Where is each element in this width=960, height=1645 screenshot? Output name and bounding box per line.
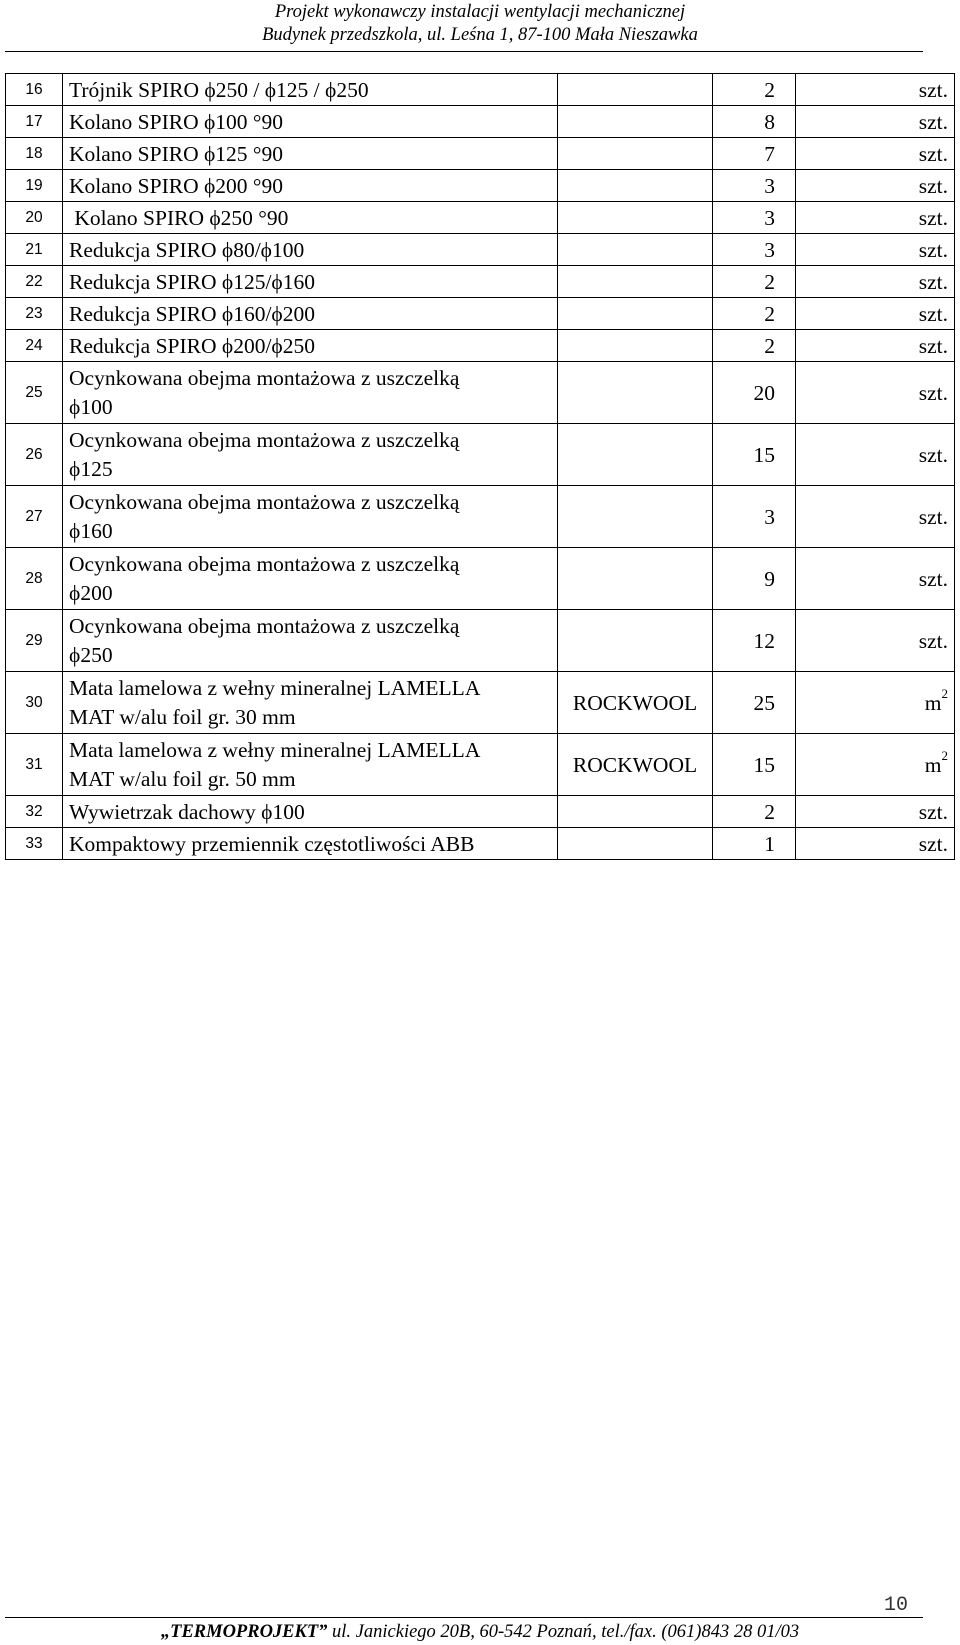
table-row bbox=[6, 828, 955, 860]
item-description bbox=[63, 202, 558, 234]
item-description bbox=[63, 486, 558, 548]
item-description bbox=[63, 610, 558, 672]
item-unit bbox=[796, 74, 955, 106]
item-unit bbox=[796, 106, 955, 138]
item-unit bbox=[796, 298, 955, 330]
item-quantity: 2 bbox=[713, 330, 796, 362]
item-unit bbox=[796, 330, 955, 362]
item-producer bbox=[558, 298, 713, 330]
table-row bbox=[6, 298, 955, 330]
item-unit bbox=[796, 266, 955, 298]
description-line: MAT w/alu foil gr. 50 mm bbox=[69, 766, 296, 791]
item-producer bbox=[558, 138, 713, 170]
item-unit bbox=[796, 486, 955, 548]
item-producer bbox=[558, 202, 713, 234]
row-number: 30 bbox=[6, 672, 63, 734]
materials-table bbox=[5, 73, 955, 860]
table-row bbox=[6, 610, 955, 672]
description-line: ϕ100 bbox=[69, 394, 113, 419]
description-line: ϕ200 bbox=[69, 580, 113, 605]
footer-contact: ul. Janickiego 20B, 60-542 Poznań, tel./fax. (061)843 28 01/03 bbox=[327, 1622, 800, 1642]
item-producer: ROCKWOOL bbox=[558, 672, 713, 734]
unit-label: szt. bbox=[918, 799, 948, 824]
item-description bbox=[63, 362, 558, 424]
table-row bbox=[6, 362, 955, 424]
page-footer bbox=[0, 1620, 960, 1644]
unit-label: szt. bbox=[918, 380, 948, 405]
footer-divider bbox=[5, 1617, 923, 1618]
item-quantity: 20 bbox=[713, 362, 796, 424]
item-description bbox=[63, 828, 558, 860]
description-line: Ocynkowana obejma montażowa z uszczelką bbox=[69, 613, 460, 638]
item-quantity: 2 bbox=[713, 298, 796, 330]
unit-label: szt. bbox=[918, 831, 948, 856]
row-number: 18 bbox=[6, 138, 63, 170]
item-producer bbox=[558, 828, 713, 860]
table-row bbox=[6, 170, 955, 202]
unit-label: szt. bbox=[918, 504, 948, 529]
item-quantity: 2 bbox=[713, 266, 796, 298]
item-producer bbox=[558, 486, 713, 548]
unit-exponent: 2 bbox=[941, 686, 948, 702]
unit-exponent: 2 bbox=[941, 748, 948, 764]
row-number: 24 bbox=[6, 330, 63, 362]
item-unit bbox=[796, 734, 955, 796]
unit-label: m bbox=[924, 690, 942, 715]
item-description bbox=[63, 170, 558, 202]
description-line: Kolano SPIRO ϕ200 °90 bbox=[69, 173, 284, 198]
item-producer bbox=[558, 330, 713, 362]
item-unit bbox=[796, 796, 955, 828]
unit-label: szt. bbox=[918, 205, 948, 230]
table-row bbox=[6, 548, 955, 610]
header-divider bbox=[5, 51, 923, 52]
description-line: Redukcja SPIRO ϕ125/ϕ160 bbox=[69, 269, 315, 294]
table-row bbox=[6, 330, 955, 362]
row-number: 31 bbox=[6, 734, 63, 796]
item-quantity: 8 bbox=[713, 106, 796, 138]
item-quantity: 15 bbox=[713, 734, 796, 796]
item-quantity: 3 bbox=[713, 234, 796, 266]
item-quantity: 3 bbox=[713, 202, 796, 234]
item-description bbox=[63, 424, 558, 486]
unit-label: szt. bbox=[918, 301, 948, 326]
page-number: 10 bbox=[884, 1594, 909, 1617]
row-number: 16 bbox=[6, 74, 63, 106]
item-quantity: 25 bbox=[713, 672, 796, 734]
row-number: 20 bbox=[6, 202, 63, 234]
row-number: 22 bbox=[6, 266, 63, 298]
header-building-address: Budynek przedszkola, ul. Leśna 1, 87-100 Mała Nieszawka bbox=[262, 25, 698, 45]
row-number: 32 bbox=[6, 796, 63, 828]
unit-label: szt. bbox=[918, 77, 948, 102]
header-project-title: Projekt wykonawczy instalacji wentylacji mechanicznej bbox=[274, 2, 686, 22]
description-line: Mata lamelowa z wełny mineralnej LAMELLA bbox=[69, 675, 481, 700]
item-description bbox=[63, 74, 558, 106]
item-quantity: 9 bbox=[713, 548, 796, 610]
item-producer bbox=[558, 106, 713, 138]
unit-label: szt. bbox=[918, 237, 948, 262]
unit-label: szt. bbox=[918, 566, 948, 591]
item-producer bbox=[558, 234, 713, 266]
description-line: ϕ125 bbox=[69, 456, 113, 481]
item-producer bbox=[558, 74, 713, 106]
description-line: Ocynkowana obejma montażowa z uszczelką bbox=[69, 365, 460, 390]
item-unit bbox=[796, 170, 955, 202]
description-line: Redukcja SPIRO ϕ160/ϕ200 bbox=[69, 301, 315, 326]
row-number: 29 bbox=[6, 610, 63, 672]
table-row bbox=[6, 202, 955, 234]
unit-label: szt. bbox=[918, 333, 948, 358]
description-line: ϕ160 bbox=[69, 518, 113, 543]
description-line: Ocynkowana obejma montażowa z uszczelką bbox=[69, 489, 460, 514]
item-quantity: 15 bbox=[713, 424, 796, 486]
item-unit bbox=[796, 424, 955, 486]
item-producer bbox=[558, 266, 713, 298]
row-number: 23 bbox=[6, 298, 63, 330]
item-unit bbox=[796, 138, 955, 170]
description-line: Wywietrzak dachowy ϕ100 bbox=[69, 799, 305, 824]
unit-label: szt. bbox=[918, 628, 948, 653]
table-row bbox=[6, 734, 955, 796]
item-quantity: 3 bbox=[713, 170, 796, 202]
item-description bbox=[63, 106, 558, 138]
description-line: MAT w/alu foil gr. 30 mm bbox=[69, 704, 296, 729]
table-row bbox=[6, 74, 955, 106]
row-number: 21 bbox=[6, 234, 63, 266]
item-quantity: 7 bbox=[713, 138, 796, 170]
item-description bbox=[63, 796, 558, 828]
footer-company-name: „TERMOPROJEKT” bbox=[160, 1622, 328, 1642]
unit-label: szt. bbox=[918, 442, 948, 467]
item-description bbox=[63, 234, 558, 266]
description-line: Redukcja SPIRO ϕ200/ϕ250 bbox=[69, 333, 315, 358]
row-number: 17 bbox=[6, 106, 63, 138]
description-line: Ocynkowana obejma montażowa z uszczelką bbox=[69, 551, 460, 576]
unit-label: m bbox=[924, 752, 942, 777]
row-number: 33 bbox=[6, 828, 63, 860]
description-line: Ocynkowana obejma montażowa z uszczelką bbox=[69, 427, 460, 452]
item-unit bbox=[796, 610, 955, 672]
item-description bbox=[63, 298, 558, 330]
description-line: ϕ250 bbox=[69, 642, 113, 667]
item-producer bbox=[558, 362, 713, 424]
description-line: Kolano SPIRO ϕ125 °90 bbox=[69, 141, 284, 166]
description-line: Redukcja SPIRO ϕ80/ϕ100 bbox=[69, 237, 305, 262]
item-unit bbox=[796, 828, 955, 860]
item-producer bbox=[558, 610, 713, 672]
table-row bbox=[6, 266, 955, 298]
item-quantity: 12 bbox=[713, 610, 796, 672]
table-row bbox=[6, 796, 955, 828]
item-producer bbox=[558, 170, 713, 202]
item-quantity: 2 bbox=[713, 796, 796, 828]
item-producer bbox=[558, 424, 713, 486]
unit-label: szt. bbox=[918, 269, 948, 294]
item-unit bbox=[796, 548, 955, 610]
row-number: 26 bbox=[6, 424, 63, 486]
row-number: 25 bbox=[6, 362, 63, 424]
page-header bbox=[0, 0, 960, 47]
item-quantity: 1 bbox=[713, 828, 796, 860]
description-line: Mata lamelowa z wełny mineralnej LAMELLA bbox=[69, 737, 481, 762]
item-producer bbox=[558, 548, 713, 610]
item-unit bbox=[796, 202, 955, 234]
item-unit bbox=[796, 234, 955, 266]
table-row bbox=[6, 106, 955, 138]
table-row bbox=[6, 486, 955, 548]
table-row bbox=[6, 672, 955, 734]
description-line: Trójnik SPIRO ϕ250 / ϕ125 / ϕ250 bbox=[69, 77, 369, 102]
item-unit bbox=[796, 672, 955, 734]
item-quantity: 3 bbox=[713, 486, 796, 548]
table-row bbox=[6, 234, 955, 266]
item-description bbox=[63, 138, 558, 170]
item-description bbox=[63, 330, 558, 362]
item-description bbox=[63, 548, 558, 610]
unit-label: szt. bbox=[918, 173, 948, 198]
item-quantity: 2 bbox=[713, 74, 796, 106]
row-number: 27 bbox=[6, 486, 63, 548]
unit-label: szt. bbox=[918, 109, 948, 134]
item-description bbox=[63, 734, 558, 796]
item-unit bbox=[796, 362, 955, 424]
table-row bbox=[6, 138, 955, 170]
description-line: Kolano SPIRO ϕ250 °90 bbox=[69, 205, 289, 230]
item-description bbox=[63, 266, 558, 298]
table-row bbox=[6, 424, 955, 486]
item-producer: ROCKWOOL bbox=[558, 734, 713, 796]
row-number: 19 bbox=[6, 170, 63, 202]
description-line: Kolano SPIRO ϕ100 °90 bbox=[69, 109, 284, 134]
unit-label: szt. bbox=[918, 141, 948, 166]
description-line: Kompaktowy przemiennik częstotliwości ABB bbox=[69, 831, 475, 856]
item-producer bbox=[558, 796, 713, 828]
item-description bbox=[63, 672, 558, 734]
row-number: 28 bbox=[6, 548, 63, 610]
